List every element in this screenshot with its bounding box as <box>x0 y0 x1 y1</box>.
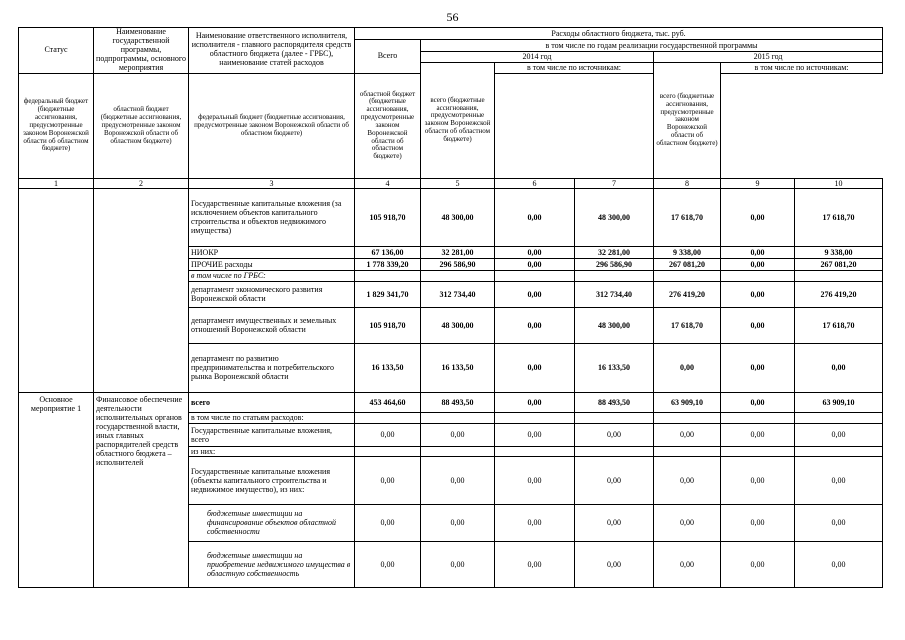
header-by-years: в том числе по годам реализации государственной программы <box>421 40 883 52</box>
value-cell: 1 829 341,70 <box>355 281 421 307</box>
header-program-name: Наименование государственной программы, подпрограммы, основного мероприятия <box>94 28 189 74</box>
value-cell: 0,00 <box>795 343 883 392</box>
value-cell <box>575 412 654 423</box>
value-cell: 0,00 <box>355 456 421 504</box>
row-label: бюджетные инвестиции на приобретение недвижимого имущества в областную собственность <box>189 541 355 587</box>
value-cell: 0,00 <box>495 307 575 343</box>
value-cell: 0,00 <box>721 541 795 587</box>
value-cell: 0,00 <box>795 504 883 541</box>
column-number: 7 <box>575 178 654 188</box>
value-cell <box>654 412 721 423</box>
value-cell: 48 300,00 <box>575 307 654 343</box>
value-cell: 0,00 <box>355 504 421 541</box>
value-cell: 0,00 <box>795 423 883 446</box>
value-cell: 0,00 <box>495 504 575 541</box>
value-cell: 48 300,00 <box>421 188 495 246</box>
value-cell <box>795 446 883 456</box>
row-label: Государственные капитальные вложения, всего <box>189 423 355 446</box>
value-cell: 0,00 <box>721 246 795 258</box>
value-cell <box>421 270 495 281</box>
row-label: из них: <box>189 446 355 456</box>
value-cell: 48 300,00 <box>421 307 495 343</box>
value-cell <box>795 412 883 423</box>
row-label: Государственные капитальные вложения (объекты капитального строительства и недвижимое имущество), из них: <box>189 456 355 504</box>
row-label: НИОКР <box>189 246 355 258</box>
value-cell: 0,00 <box>495 343 575 392</box>
value-cell: 0,00 <box>575 541 654 587</box>
value-cell: 17 618,70 <box>795 307 883 343</box>
value-cell <box>421 446 495 456</box>
header-year-2014: 2014 год <box>421 51 654 62</box>
column-number: 2 <box>94 178 189 188</box>
value-cell: 105 918,70 <box>355 188 421 246</box>
value-cell: 0,00 <box>495 258 575 270</box>
value-cell <box>575 446 654 456</box>
value-cell: 67 136,00 <box>355 246 421 258</box>
column-number: 1 <box>19 178 94 188</box>
value-cell: 16 133,50 <box>421 343 495 392</box>
value-cell: 32 281,00 <box>421 246 495 258</box>
value-cell: 0,00 <box>721 258 795 270</box>
value-cell: 9 338,00 <box>795 246 883 258</box>
value-cell: 296 586,90 <box>575 258 654 270</box>
value-cell: 296 586,90 <box>421 258 495 270</box>
value-cell <box>721 446 795 456</box>
value-cell: 88 493,50 <box>575 392 654 412</box>
header-col9: федеральный бюджет (бюджетные ассигнования, предусмотренные законом Воронежской области об областном бюджете) <box>189 73 355 178</box>
value-cell <box>355 412 421 423</box>
header-expenses-title: Расходы областного бюджета, тыс. руб. <box>355 28 883 40</box>
value-cell <box>355 446 421 456</box>
value-cell: 0,00 <box>495 281 575 307</box>
value-cell: 0,00 <box>495 541 575 587</box>
value-cell: 453 464,60 <box>355 392 421 412</box>
value-cell: 312 734,40 <box>575 281 654 307</box>
row-label: ПРОЧИЕ расходы <box>189 258 355 270</box>
program-name-cell <box>94 188 189 392</box>
value-cell: 17 618,70 <box>654 188 721 246</box>
column-number: 8 <box>654 178 721 188</box>
value-cell: 0,00 <box>721 307 795 343</box>
table-row <box>19 188 883 246</box>
value-cell: 16 133,50 <box>575 343 654 392</box>
header-col10: областной бюджет (бюджетные ассигнования, предусмотренные законом Воронежской области об областном бюджете) <box>355 73 421 178</box>
value-cell <box>495 412 575 423</box>
header-by-sources-2015: в том числе по источникам: <box>721 62 883 73</box>
table-row <box>19 392 883 412</box>
value-cell: 0,00 <box>654 343 721 392</box>
column-number: 3 <box>189 178 355 188</box>
value-cell: 0,00 <box>575 456 654 504</box>
value-cell: 276 419,20 <box>795 281 883 307</box>
value-cell: 63 909,10 <box>654 392 721 412</box>
value-cell <box>495 446 575 456</box>
status-cell <box>19 188 94 392</box>
column-number: 6 <box>495 178 575 188</box>
row-label: Государственные капитальные вложения (за исключением объектов капитального строительства и объектов недвижимого имущества) <box>189 188 355 246</box>
value-cell: 0,00 <box>795 541 883 587</box>
value-cell: 0,00 <box>654 541 721 587</box>
status-cell: Основное мероприятие 1 <box>19 392 94 587</box>
program-name-cell: Финансовое обеспечение деятельности исполнительных органов государственной власти, иных главных распорядителей средств областного бюджета – исполнителей <box>94 392 189 587</box>
value-cell: 312 734,40 <box>421 281 495 307</box>
value-cell: 0,00 <box>495 456 575 504</box>
page-number: 56 <box>446 10 459 24</box>
column-number-row <box>19 178 883 188</box>
value-cell: 32 281,00 <box>575 246 654 258</box>
value-cell: 0,00 <box>495 392 575 412</box>
value-cell: 0,00 <box>654 504 721 541</box>
value-cell <box>355 270 421 281</box>
column-number: 10 <box>795 178 883 188</box>
column-number: 5 <box>421 178 495 188</box>
row-label: всего <box>189 392 355 412</box>
value-cell: 0,00 <box>421 423 495 446</box>
header-by-sources-2014: в том числе по источникам: <box>495 62 654 73</box>
row-label: департамент экономического развития Воронежской области <box>189 281 355 307</box>
column-number: 9 <box>721 178 795 188</box>
value-cell <box>654 270 721 281</box>
row-label: бюджетные инвестиции на финансирование объектов областной собственности <box>189 504 355 541</box>
value-cell: 267 081,20 <box>795 258 883 270</box>
value-cell: 105 918,70 <box>355 307 421 343</box>
header-col6: федеральный бюджет (бюджетные ассигнования, предусмотренные законом Воронежской области об областном бюджете) <box>19 73 94 178</box>
value-cell: 48 300,00 <box>575 188 654 246</box>
value-cell: 0,00 <box>355 541 421 587</box>
row-label: в том числе по статьям расходов: <box>189 412 355 423</box>
value-cell <box>495 270 575 281</box>
value-cell: 0,00 <box>495 423 575 446</box>
value-cell: 276 419,20 <box>654 281 721 307</box>
value-cell <box>654 446 721 456</box>
value-cell: 267 081,20 <box>654 258 721 270</box>
value-cell: 88 493,50 <box>421 392 495 412</box>
column-number: 4 <box>355 178 421 188</box>
header-executor-name: Наименование ответственного исполнителя, исполнителя - главного распорядителя средств областного бюджета (далее - ГРБС), наименование статей расходов <box>189 28 355 74</box>
value-cell <box>421 412 495 423</box>
value-cell: 0,00 <box>495 246 575 258</box>
value-cell: 0,00 <box>721 504 795 541</box>
value-cell: 0,00 <box>355 423 421 446</box>
header-year-2015: 2015 год <box>654 51 883 62</box>
row-label: департамент имущественных и земельных отношений Воронежской области <box>189 307 355 343</box>
value-cell: 0,00 <box>721 188 795 246</box>
value-cell: 17 618,70 <box>654 307 721 343</box>
value-cell: 17 618,70 <box>795 188 883 246</box>
value-cell: 0,00 <box>421 541 495 587</box>
value-cell <box>721 412 795 423</box>
value-cell: 9 338,00 <box>654 246 721 258</box>
value-cell: 0,00 <box>795 456 883 504</box>
value-cell: 0,00 <box>495 188 575 246</box>
value-cell: 0,00 <box>575 423 654 446</box>
row-label: департамент по развитию предпринимательства и потребительского рынка Воронежской области <box>189 343 355 392</box>
value-cell: 0,00 <box>721 343 795 392</box>
budget-table <box>18 27 883 588</box>
value-cell: 1 778 339,20 <box>355 258 421 270</box>
value-cell: 0,00 <box>654 423 721 446</box>
header-col5: всего (бюджетные ассигнования, предусмотренные законом Воронежской области об областном бюджете) <box>421 62 495 178</box>
value-cell: 0,00 <box>421 456 495 504</box>
header-status: Статус <box>19 28 94 74</box>
value-cell: 0,00 <box>721 281 795 307</box>
value-cell: 0,00 <box>654 456 721 504</box>
value-cell: 0,00 <box>421 504 495 541</box>
value-cell <box>795 270 883 281</box>
header-col7: областной бюджет (бюджетные ассигнования, предусмотренные законом Воронежской области об областном бюджете) <box>94 73 189 178</box>
value-cell: 0,00 <box>575 504 654 541</box>
value-cell: 0,00 <box>721 423 795 446</box>
value-cell: 0,00 <box>721 392 795 412</box>
header-total: Всего <box>355 40 421 74</box>
value-cell: 16 133,50 <box>355 343 421 392</box>
value-cell: 0,00 <box>721 456 795 504</box>
value-cell <box>721 270 795 281</box>
header-col8: всего (бюджетные ассигнования, предусмотренные законом Воронежской области об областном бюджете) <box>654 62 721 178</box>
value-cell: 63 909,10 <box>795 392 883 412</box>
value-cell <box>575 270 654 281</box>
row-label: в том числе по ГРБС: <box>189 270 355 281</box>
